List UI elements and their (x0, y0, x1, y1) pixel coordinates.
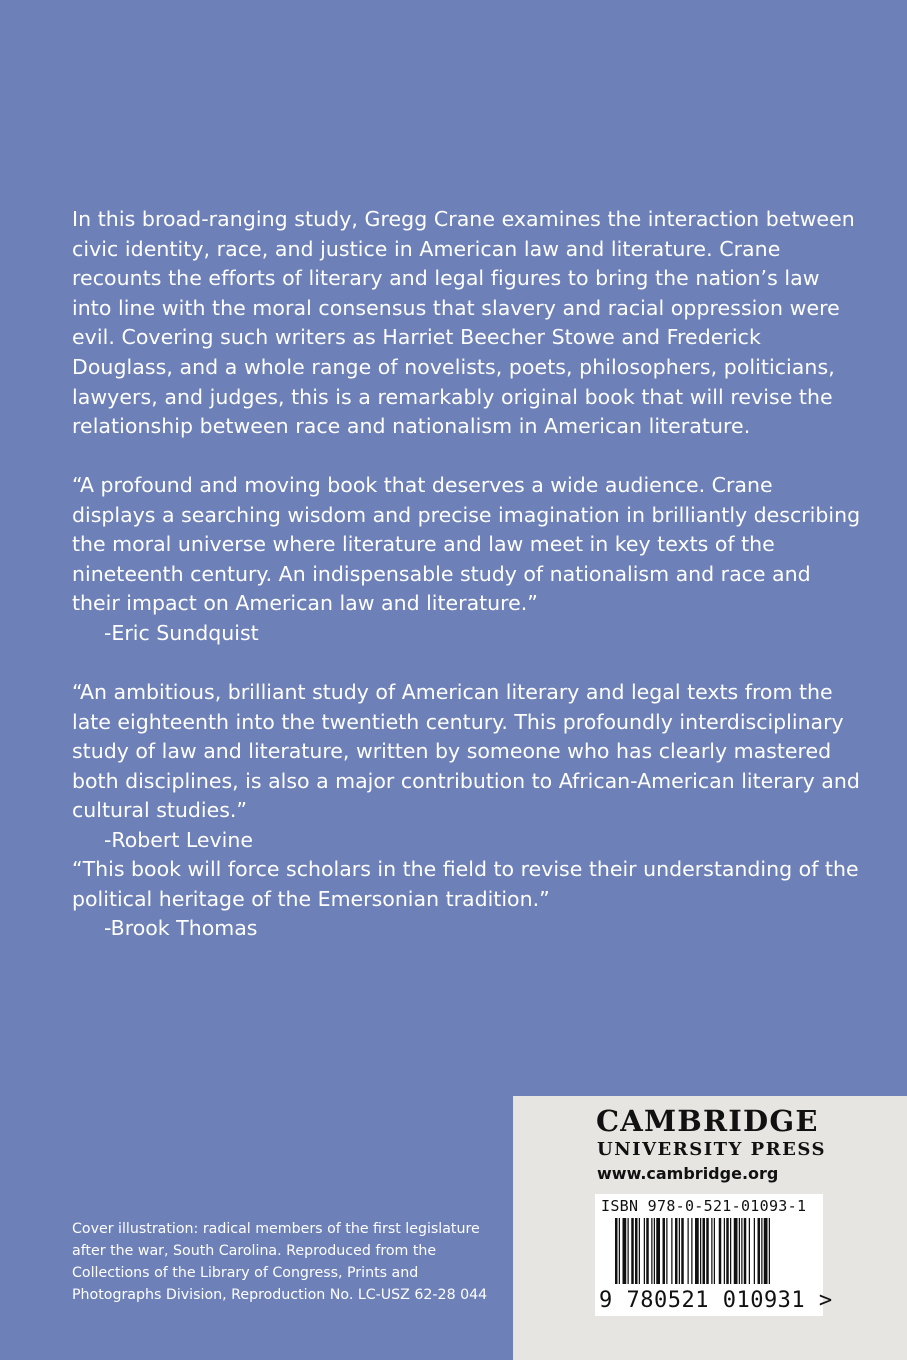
barcode-bar (679, 1218, 680, 1284)
barcode-bar (695, 1218, 699, 1284)
barcode-bar (666, 1218, 667, 1284)
barcode-bar (644, 1218, 645, 1284)
barcode-bar (700, 1218, 701, 1284)
barcode-panel (595, 1194, 833, 1316)
barcode-bar (741, 1218, 742, 1284)
barcode-bar (703, 1218, 706, 1284)
barcode-bar (761, 1218, 762, 1284)
barcode-digits: 9 780521 010931 > (599, 1288, 833, 1313)
review-quote-2 (72, 678, 862, 856)
barcode-bar (758, 1218, 761, 1284)
barcode-bar (619, 1218, 620, 1284)
barcode-bar (734, 1218, 738, 1284)
barcode-bar (754, 1218, 755, 1284)
barcode-bar (714, 1218, 715, 1284)
publisher-name: CAMBRIDGE (596, 1104, 819, 1138)
publisher-url: www.cambridge.org (597, 1164, 779, 1183)
barcode-bar (739, 1218, 740, 1284)
review-quote-text: “A profound and moving book that deserves a wide audience. Crane displays a searching wisdom and precise imagination in brilliantly describing the moral universe where literature and law meet in key texts of the nineteenth century. An indispensable study of nationalism and race and their impact on American law and literature.” (72, 473, 861, 616)
publisher-press: UNIVERSITY PRESS (597, 1139, 826, 1160)
barcode-bar (615, 1218, 618, 1284)
barcode-bar (719, 1218, 722, 1284)
barcode-bar (628, 1218, 629, 1284)
barcode-bar (675, 1218, 678, 1284)
barcode-bar (631, 1218, 634, 1284)
barcode-bar (654, 1218, 655, 1284)
review-quote-attribution: -Eric Sundquist (104, 620, 259, 645)
barcode-bar (646, 1218, 649, 1284)
barcode-bar (663, 1218, 666, 1284)
barcode-bar (691, 1218, 692, 1284)
book-description: In this broad-ranging study, Gregg Crane examines the interaction between civic identity, race, and justice in American law and literature. Crane recounts the efforts of literary and legal figures to bring the nation’s law into line with the moral consensus that slavery and racial oppression were evil. Covering such writers as Harriet Beecher Stowe and Frederick Douglass, and a whole range of novelists, poets, philosophers, politicians, lawyers, and judges, this is a remarkably original book that will revise the relationship between race and nationalism in American literature. (72, 207, 855, 439)
barcode-bar (671, 1218, 672, 1284)
review-quote-attribution: -Robert Levine (104, 827, 253, 852)
barcode-bar (688, 1218, 689, 1284)
review-quote-3 (72, 855, 862, 944)
barcode-bar (764, 1218, 768, 1284)
barcode-bar (730, 1218, 731, 1284)
barcode-bar (623, 1218, 627, 1284)
review-quote-text: “This book will force scholars in the field to revise their understanding of the political heritage of the Emersonian tradition.” (72, 857, 859, 911)
barcode-bar (681, 1218, 684, 1284)
publisher-panel (513, 1096, 907, 1360)
barcode-bar (726, 1218, 729, 1284)
barcode-bar (656, 1218, 660, 1284)
barcode-bar (724, 1218, 725, 1284)
review-quote-1 (72, 471, 862, 649)
barcode-bar (744, 1218, 747, 1284)
isbn-label: ISBN 978-0-521-01093-1 (601, 1197, 807, 1215)
barcode-bar (711, 1218, 712, 1284)
barcode-bar (769, 1218, 770, 1284)
review-quote-text: “An ambitious, brilliant study of American literary and legal texts from the late eighteenth into the twentieth century. This profoundly interdisciplinary study of law and literature, written by someone who has clearly mastered both disciplines, is also a major contribution to African-American literary and cultural studies.” (72, 680, 860, 823)
barcode-bar (635, 1218, 638, 1284)
barcode-bar (639, 1218, 640, 1284)
barcode-bar (651, 1218, 652, 1284)
review-quote-attribution: -Brook Thomas (104, 916, 258, 941)
barcode-bar (749, 1218, 750, 1284)
barcode-bar (706, 1218, 709, 1284)
cover-illustration-credit: Cover illustration: radical members of the first legislature after the war, South Carolina. Reproduced from the Collections of the Library of Congress, Prints and Photographs Division, Reproduction No. LC-USZ 62-28 044 (72, 1221, 488, 1303)
